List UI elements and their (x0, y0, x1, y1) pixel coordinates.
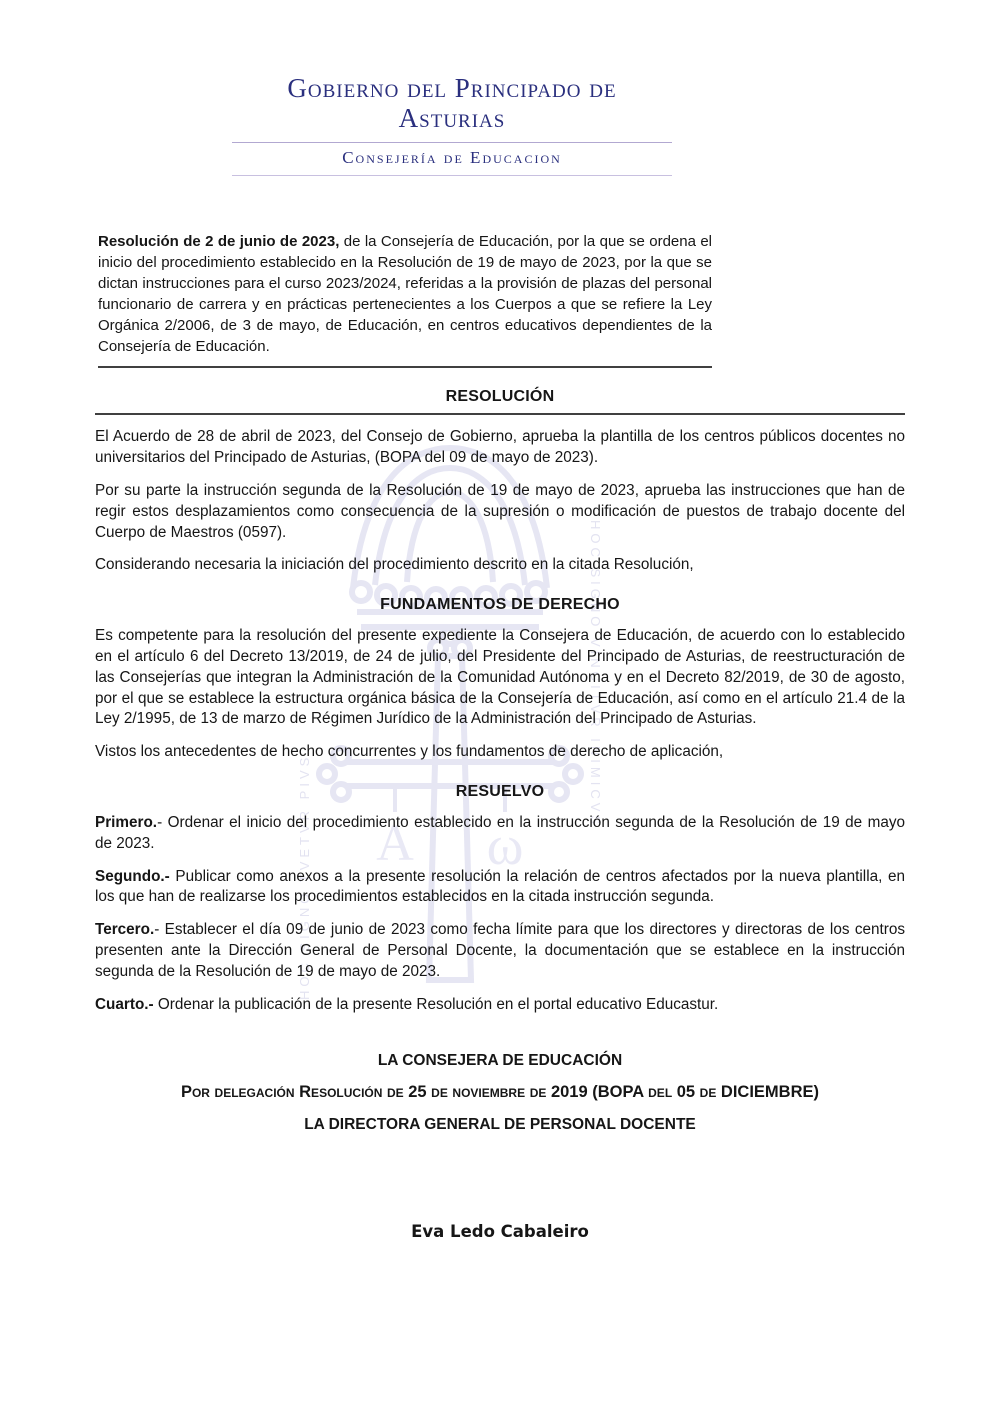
resolution-summary-lead: Resolución de 2 de junio de 2023, (98, 233, 340, 251)
signer-name: Eva Ledo Cabaleiro (411, 1222, 589, 1242)
watermark-motto-left: HOC SIGNO TVETVR PIVS (297, 753, 312, 1000)
paragraph-vistos: Vistos los antecedentes de hecho concurrentes y los fundamentos de derecho de aplicación, (95, 743, 724, 761)
item-lead: Cuarto.- (95, 995, 154, 1013)
resolucion-heading: RESOLUCIÓN (445, 388, 555, 406)
resolution-summary-text: de la Consejería de Educación, por la que se ordena el inicio del procedimiento establecido en la Resolución de 19 de mayo de 2023, por la que se dictan instrucciones para el curso 2023/2024, referidas a la provisión de plazas del personal funcionario de carrera y en prácticas pertenecientes a los Cuerpos a que se refiere la Ley Orgánica 2/2006, de 3 de mayo, de Educación, en centros educativos dependientes de la Consejería de Educación. (98, 233, 712, 356)
resuelvo-heading: RESUELVO (455, 782, 545, 800)
item-lead: Tercero. (95, 921, 155, 939)
letterhead (232, 74, 672, 176)
resolution-summary (98, 231, 712, 368)
watermark-omega: ω (486, 815, 524, 877)
letterhead-rule-bottom (232, 175, 672, 176)
signature-role-line-2: LA DIRECTORA GENERAL DE PERSONAL DOCENTE (304, 1116, 696, 1134)
fundamentos-heading: FUNDAMENTOS DE DERECHO (380, 596, 620, 614)
signature-delegation-line: Por delegación Resolución de 25 de noviembre de 2019 (BOPA del 05 de DICIEMBRE) (180, 1083, 820, 1102)
resuelvo-item-primero (95, 813, 905, 855)
department-title: Consejería de Educacion (342, 148, 562, 168)
signature-role-line-1: LA CONSEJERA DE EDUCACIÓN (377, 1052, 623, 1070)
letterhead-rule-top (232, 142, 672, 143)
document-content (0, 74, 1000, 1241)
paragraph-instruccion: Por su parte la instrucción segunda de la Resolución de 19 de mayo de 2023, aprueba las instrucciones que han de regir estos desplazamientos como consecuencia de la supresión o modificación de puestos de trabajo docente del Cuerpo de Maestros (0597). (95, 481, 905, 541)
signature-block (95, 1051, 905, 1134)
watermark-alpha: Α (376, 815, 414, 872)
resuelvo-item-segundo (95, 867, 905, 909)
item-text: Publicar como anexos a la presente resolución la relación de centros afectados por la nueva plantilla, en los que han de realizarse los procedimientos establecidos en la citada instrucción segunda. (95, 867, 905, 906)
paragraph-acuerdo: El Acuerdo de 28 de abril de 2023, del Consejo de Gobierno, aprueba la plantilla de los centros públicos docentes no universitarios del Principado de Asturias, (BOPA del 09 de mayo de 2023). (95, 428, 905, 467)
item-text: Ordenar la publicación de la presente Resolución en el portal educativo Educastur. (153, 995, 719, 1013)
item-lead: Segundo.- (95, 867, 170, 885)
resuelvo-item-tercero (95, 920, 905, 982)
government-title: Gobierno del Principado de Asturias (287, 73, 617, 133)
resuelvo-item-cuarto (95, 995, 905, 1016)
resolucion-heading-rule (95, 413, 905, 415)
item-text: - Ordenar el inicio del procedimiento establecido en la instrucción segunda de la Resolución de 19 de mayo de 2023. (95, 813, 905, 852)
paragraph-competencia: Es competente para la resolución del presente expediente la Consejera de Educación, de acuerdo con lo establecido en el artículo 6 del Decreto 13/2019, de 24 de julio, del Presidente del Principado de Asturias, de reestructuración de las Consejerías que integran la Administración de la Comunidad Autónoma y en el Decreto 82/2019, de 30 de agosto, por el que se establece la estructura orgánica básica de la Consejería de Educación, así como en el artículo 21.4 de la Ley 2/1995, de 13 de marzo de Régimen Jurídico de la Administración del Principado de Asturias. (95, 627, 905, 728)
item-lead: Primero. (95, 813, 158, 831)
watermark-motto-right: HOC SIGNO VINCITVR INIMICVS (588, 520, 603, 829)
paragraph-considerando: Considerando necesaria la iniciación del procedimiento descrito en la citada Resolución, (95, 556, 694, 574)
item-text: - Establecer el día 09 de junio de 2023 como fecha límite para que los directores y directoras de los centros presenten ante la Dirección General de Personal Docente, la documentación que se establece en la instrucción segunda de la Resolución de 19 de mayo de 2023. (95, 921, 905, 980)
